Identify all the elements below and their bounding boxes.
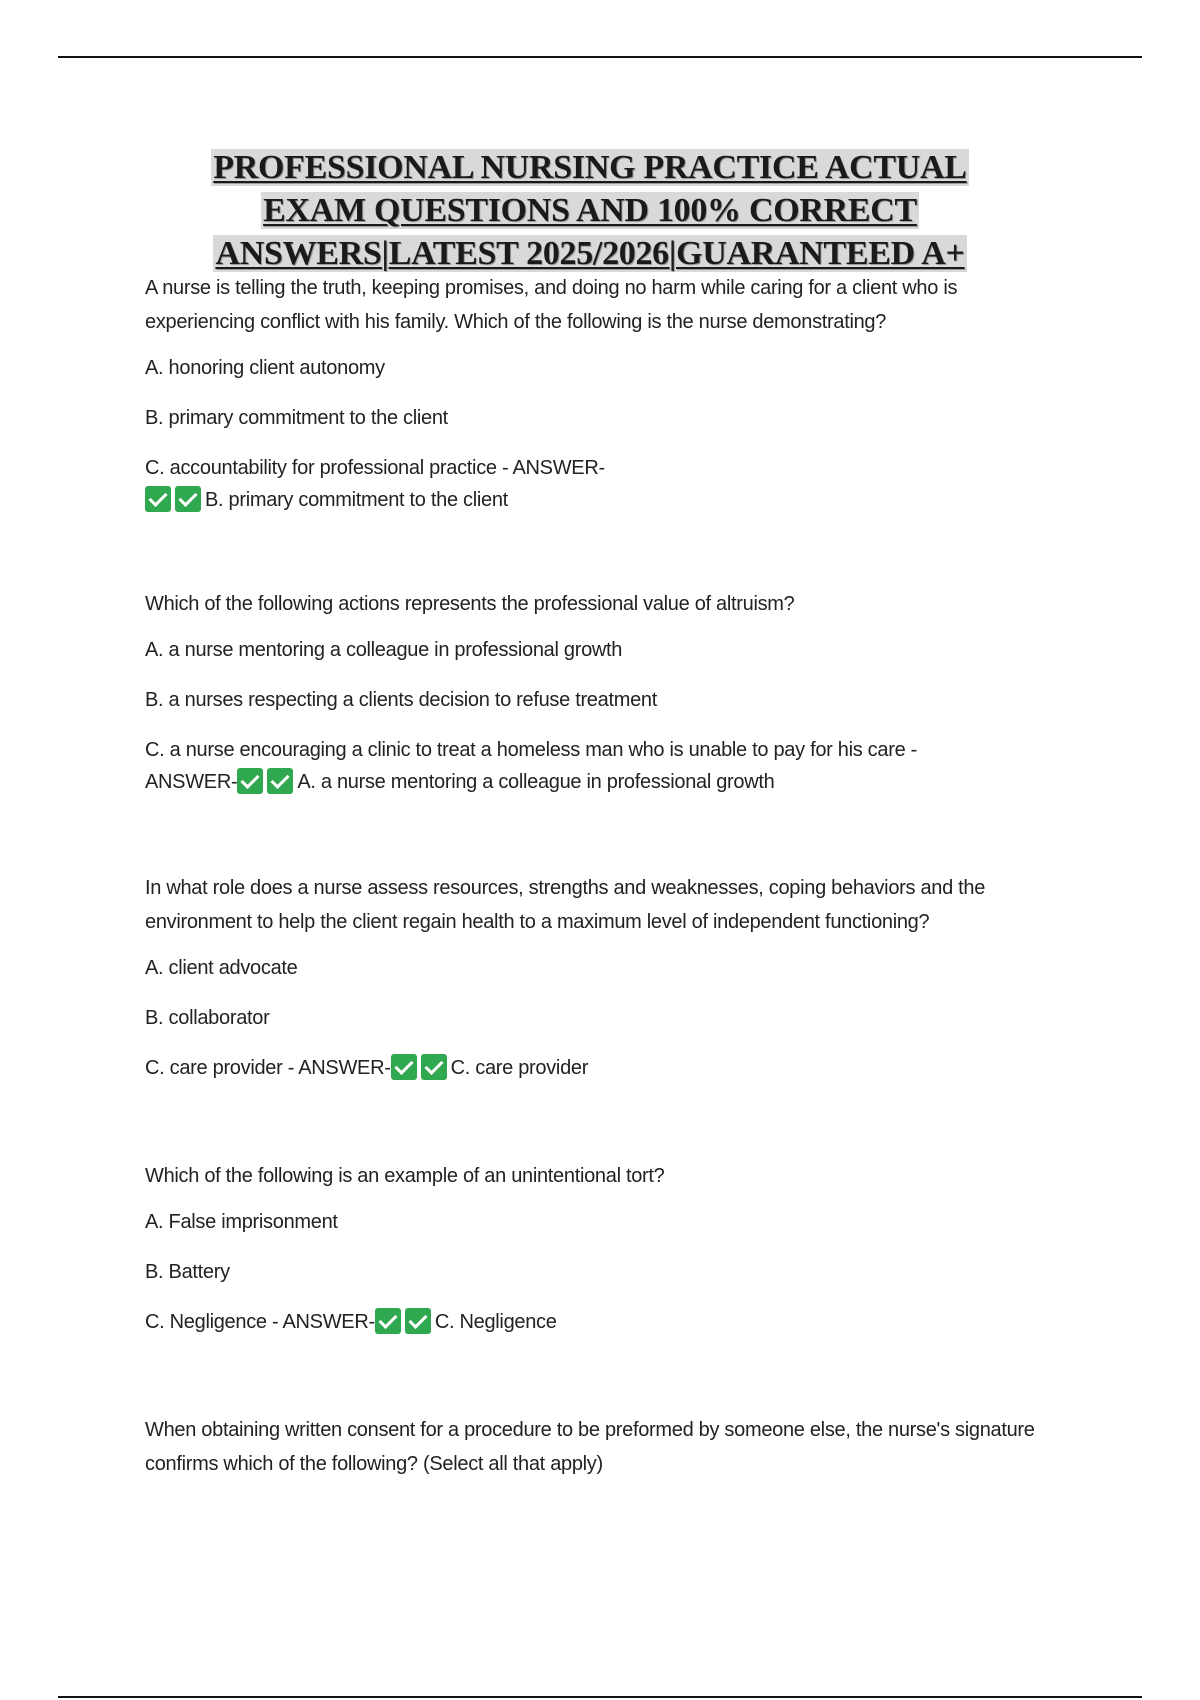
correct-answer: C. Negligence [434,1311,557,1333]
option-c [145,735,1065,765]
question-block-3 [145,871,1065,1083]
option-c-text: C. Negligence - [145,1311,283,1333]
question-block-1 [145,271,1065,517]
question-block-5 [145,1413,1065,1481]
question-block-2 [145,587,1065,799]
option-c-text: C. care provider - [145,1057,299,1079]
option-a: A. False imprisonment [145,1211,338,1233]
title-line: EXAM QUESTIONS AND 100% CORRECT [263,192,917,229]
answer-label: ANSWER- [512,457,605,479]
option-b: B. collaborator [145,1007,270,1029]
check-icon [405,1308,431,1334]
option-b: B. primary commitment to the client [145,407,448,429]
answer-checks [391,1053,451,1083]
title-line: PROFESSIONAL NURSING PRACTICE ACTUAL [213,149,967,186]
answer-label: ANSWER- [145,771,238,793]
option-c-text: C. a nurse encouraging a clinic to treat a homeless man who is unable to pay for his care - [145,739,918,761]
option-c-text: C. accountability for professional practice - [145,457,513,479]
option-c [145,453,1065,483]
question-block-4 [145,1159,1065,1337]
correct-answer: A. a nurse mentoring a colleague in professional growth [297,771,775,793]
question-list [145,271,1065,1495]
question-text: Which of the following is an example of an unintentional tort? [145,1165,665,1187]
check-icon [267,768,293,794]
top-rule [58,56,1142,58]
document-title [120,146,1060,275]
title-line: ANSWERS|LATEST 2025/2026|GUARANTEED A+ [215,235,965,272]
answer-label: ANSWER- [298,1057,391,1079]
answer-label: ANSWER- [282,1311,375,1333]
bottom-rule [58,1696,1142,1698]
option-c [145,1307,1065,1337]
option-a: A. a nurse mentoring a colleague in professional growth [145,639,623,661]
answer-checks [237,765,297,799]
answer-checks [375,1307,435,1337]
option-a: A. client advocate [145,957,298,979]
question-text: Which of the following actions represents the professional value of altruism? [145,593,795,615]
check-icon [145,486,171,512]
question-text: A nurse is telling the truth, keeping promises, and doing no harm while caring for a client who is experiencing conflict with his family. Which of the following is the nurse demonstrating? [145,277,958,333]
option-a: A. honoring client autonomy [145,357,385,379]
answer-line [145,765,1065,799]
option-b: B. Battery [145,1261,230,1283]
option-b: B. a nurses respecting a clients decision to refuse treatment [145,689,657,711]
answer-checks [145,483,205,517]
check-icon [175,486,201,512]
answer-line [145,483,1065,517]
question-text: When obtaining written consent for a procedure to be preformed by someone else, the nurse's signature confirms which of the following? (Select all that apply) [145,1419,1035,1475]
check-icon [391,1054,417,1080]
check-icon [237,768,263,794]
question-text: In what role does a nurse assess resources, strengths and weaknesses, coping behaviors and the environment to help the client regain health to a maximum level of independent functioning? [145,877,986,933]
option-c [145,1053,1065,1083]
check-icon [375,1308,401,1334]
correct-answer: C. care provider [450,1057,589,1079]
correct-answer: B. primary commitment to the client [205,489,508,511]
check-icon [421,1054,447,1080]
